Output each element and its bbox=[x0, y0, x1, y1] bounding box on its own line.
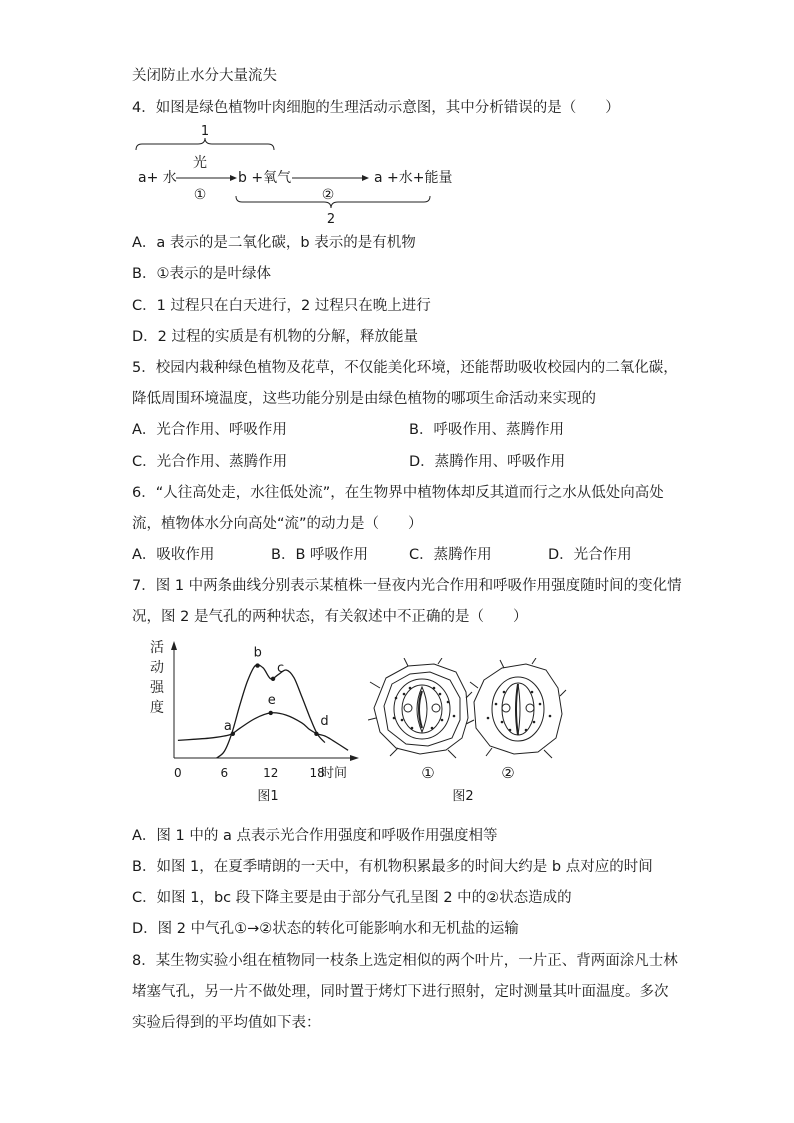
figure1-chart bbox=[140, 634, 365, 806]
figure2-stomata bbox=[368, 658, 568, 806]
q7-stem-line2: 况，图 2 是气孔的两种状态，有关叙述中不正确的是（ ） bbox=[132, 609, 528, 625]
q8-stem-line2: 堵塞气孔，另一片不做处理，同时置于烤灯下进行照射，定时测量其叶面温度。多次 bbox=[132, 984, 669, 1000]
reactant-text: a+ 水 bbox=[138, 170, 177, 186]
point-c-marker bbox=[271, 677, 275, 681]
point-b-marker bbox=[255, 663, 259, 667]
figure2-caption: 图2 bbox=[452, 789, 474, 804]
q5-stem-line1: 5．校园内栽种绿色植物及花草，不仅能美化环境，还能帮助吸收校园内的二氧化碳， bbox=[132, 360, 678, 376]
q5-option-a: A．光合作用、呼吸作用 bbox=[132, 422, 287, 438]
q5-stem-line2: 降低周围环境温度，这些功能分别是由绿色植物的哪项生命活动来实现的 bbox=[132, 391, 596, 407]
q7-option-d: D．图 2 中气孔①→②状态的转化可能影响水和无机盐的运输 bbox=[132, 921, 519, 937]
q6-option-b: B．B 呼吸作用 bbox=[271, 547, 369, 563]
q6-option-d: D．光合作用 bbox=[548, 547, 632, 563]
q7-option-a: A．图 1 中的 a 点表示光合作用强度和呼吸作用强度相等 bbox=[132, 828, 498, 844]
brace-label-2: 2 bbox=[326, 212, 336, 227]
stoma-label-1: ① bbox=[421, 764, 435, 782]
step-1-label: ① bbox=[193, 187, 207, 203]
x-tick-label: 6 bbox=[220, 766, 229, 780]
q4-option-a: A．a 表示的是二氧化碳，b 表示的是有机物 bbox=[132, 235, 416, 251]
y-axis-label bbox=[150, 640, 165, 716]
point-c-label: c bbox=[277, 660, 285, 676]
q4-option-d: D．2 过程的实质是有机物的分解，释放能量 bbox=[132, 329, 418, 345]
y-axis-arrow bbox=[171, 641, 177, 650]
x-tick-label: 18 bbox=[309, 766, 325, 780]
q8-stem-line3: 实验后得到的平均值如下表： bbox=[132, 1015, 321, 1031]
q7-option-c: C．如图 1，bc 段下降主要是由于部分气孔呈图 2 中的②状态造成的 bbox=[132, 890, 572, 906]
q4-stem: 4．如图是绿色植物叶肉细胞的生理活动示意图，其中分析错误的是（ ） bbox=[132, 100, 620, 116]
q6-stem-line2: 流，植物体水分向高处“流”的动力是（ ） bbox=[132, 516, 423, 532]
products-text: a +水+能量 bbox=[374, 170, 453, 186]
q4-reaction-diagram bbox=[130, 120, 460, 230]
middle-text: b +氧气 bbox=[238, 170, 292, 186]
intro-line: 关闭防止水分大量流失 bbox=[132, 68, 277, 84]
q6-stem-line1: 6．“人往高处走，水往低处流”，在生物界中植物体却反其道而行之水从低处向高处 bbox=[132, 485, 664, 501]
q4-option-b: B．①表示的是叶绿体 bbox=[132, 266, 271, 282]
point-b-label: b bbox=[253, 645, 262, 661]
point-d-marker bbox=[314, 732, 318, 736]
q8-stem-line1: 8．某生物实验小组在植物同一枝条上选定相似的两个叶片，一片正、背两面涂凡士林 bbox=[132, 953, 678, 969]
point-d-label: d bbox=[320, 713, 329, 729]
q7-stem-line1: 7．图 1 中两条曲线分别表示某植株一昼夜内光合作用和呼吸作用强度随时间的变化情 bbox=[132, 578, 682, 594]
step-2-label: ② bbox=[321, 187, 335, 203]
y-label-char-3: 强 bbox=[150, 680, 164, 696]
x-tick-label: 12 bbox=[263, 766, 279, 780]
point-a-label: a bbox=[223, 718, 232, 734]
stoma-label-2: ② bbox=[501, 764, 515, 782]
condition-light: 光 bbox=[193, 155, 207, 171]
arrow-2-head bbox=[362, 175, 369, 181]
q5-option-d: D．蒸腾作用、呼吸作用 bbox=[409, 454, 566, 470]
point-e-marker bbox=[269, 711, 273, 715]
q5-option-b: B．呼吸作用、蒸腾作用 bbox=[409, 422, 564, 438]
arrow-1-head bbox=[230, 175, 237, 181]
y-label-char-1: 活 bbox=[150, 640, 164, 656]
y-label-char-2: 动 bbox=[150, 660, 164, 676]
point-e-label: e bbox=[267, 692, 276, 708]
q5-option-c: C．光合作用、蒸腾作用 bbox=[132, 454, 288, 470]
q6-option-c: C．蒸腾作用 bbox=[409, 547, 492, 563]
figure1-caption: 图1 bbox=[257, 789, 279, 804]
y-label-char-4: 度 bbox=[150, 700, 164, 716]
x-tick-label: 0 bbox=[174, 766, 182, 780]
q7-option-b: B．如图 1，在夏季晴朗的一天中，有机物积累最多的时间大约是 b 点对应的时间 bbox=[132, 859, 653, 875]
stoma-closed bbox=[466, 658, 566, 758]
q6-option-a: A．吸收作用 bbox=[132, 547, 215, 563]
brace-1 bbox=[136, 138, 274, 150]
brace-label-1: 1 bbox=[200, 124, 210, 139]
x-axis-label: 时间 bbox=[321, 766, 348, 781]
x-axis-arrow bbox=[350, 755, 359, 761]
stoma-open bbox=[368, 658, 472, 758]
q4-option-c: C．1 过程只在白天进行，2 过程只在晚上进行 bbox=[132, 298, 431, 314]
